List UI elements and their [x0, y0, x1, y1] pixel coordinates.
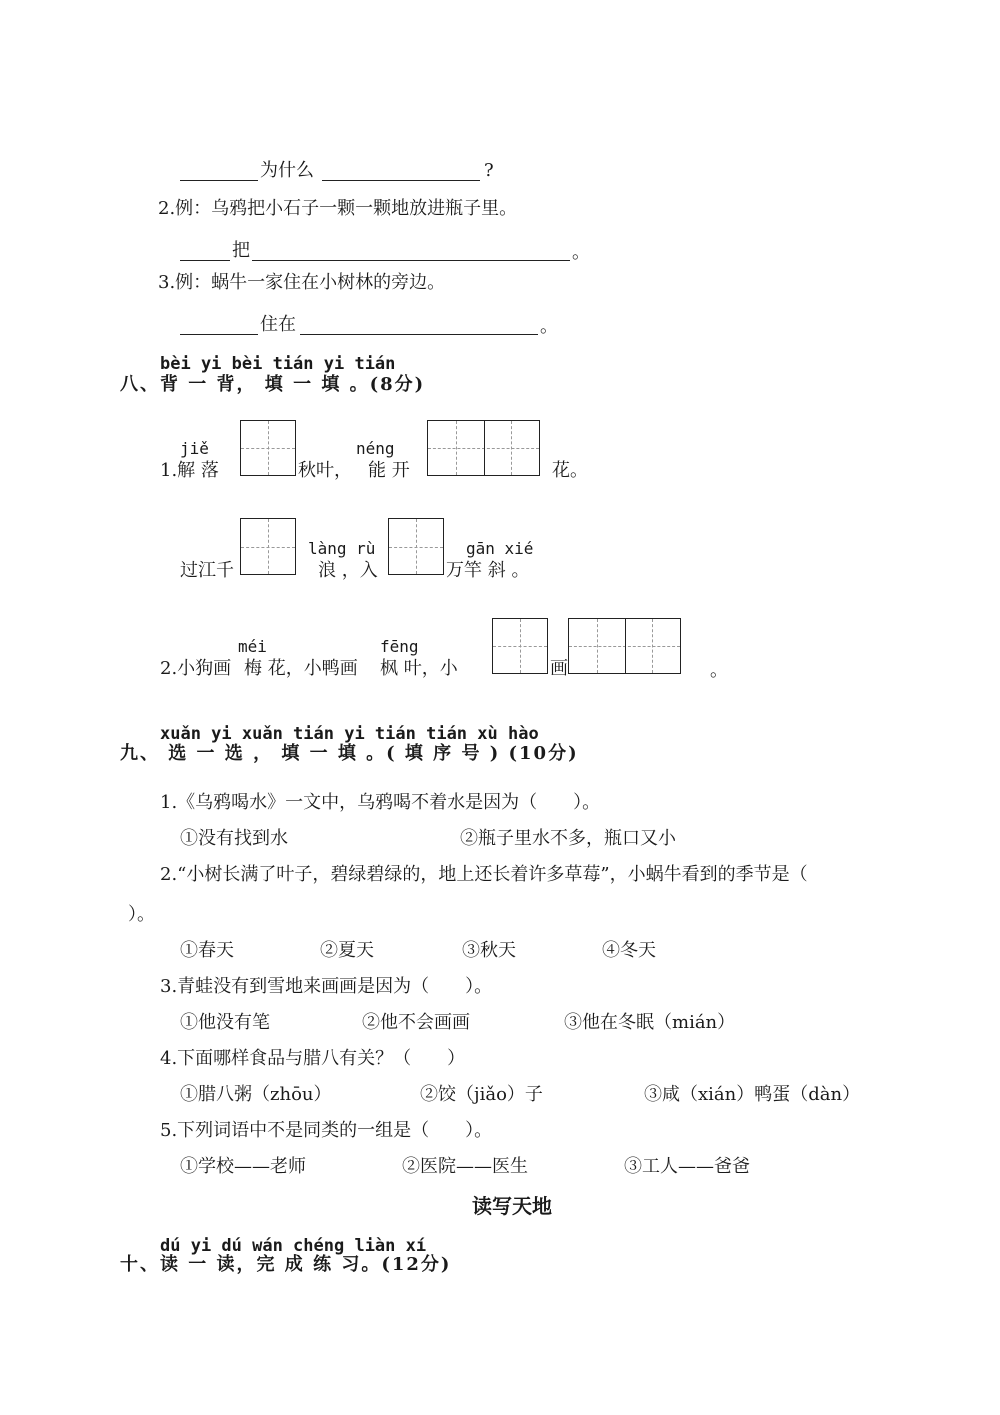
writing-box[interactable]	[388, 518, 444, 575]
q9-4-option: ③咸（xián）鸭蛋（dàn）	[644, 1084, 861, 1105]
blank-line[interactable]	[180, 314, 258, 335]
q8-1b-part1: 过江千	[180, 560, 234, 581]
writing-box[interactable]	[492, 618, 548, 674]
q8-1-part4: 花。	[552, 460, 588, 481]
q8-2-part5: 。	[710, 660, 728, 681]
q9-5-question: 5.下列词语中不是同类的一组是（ ）。	[160, 1120, 493, 1141]
q9-3-option: ①他没有笔	[180, 1012, 270, 1033]
section9-pinyin: xuǎn yi xuǎn tián yi tián tián xù hào	[160, 724, 539, 744]
q9-1-option: ①没有找到水	[180, 828, 288, 849]
q9-4-question: 4.下面哪样食品与腊八有关？（ ）	[160, 1048, 466, 1069]
q8-2-part1: 2.小狗画	[160, 658, 232, 679]
q9-2-question-cont: ）。	[128, 904, 155, 925]
section8-pinyin: bèi yi bèi tián yi tián	[160, 354, 396, 374]
pinyin-feng: fēng	[380, 637, 419, 656]
q9-5-option: ③工人——爸爸	[624, 1156, 750, 1177]
q9-2-question: 2.“小树长满了叶子，碧绿碧绿的，地上还长着许多草莓”，小蜗牛看到的季节是（	[160, 864, 808, 885]
q8-1b-part3: 万竿 斜 。	[446, 560, 530, 581]
q1-why-text: 为什么	[260, 160, 314, 181]
writing-box[interactable]	[240, 420, 296, 476]
writing-box-2char[interactable]	[568, 618, 681, 674]
q9-1-question: 1.《乌鸦喝水》一文中，乌鸦喝不着水是因为（ ）。	[160, 792, 601, 813]
q2-period: 。	[572, 242, 590, 263]
q3-zhuzai-text: 住在	[260, 314, 296, 335]
blank-line[interactable]	[180, 160, 258, 181]
blank-line[interactable]	[180, 240, 230, 261]
pinyin-mei: méi	[238, 637, 267, 656]
section9-heading: 九、 选 一 选 ， 填 一 填 。( 填 序 号 ) (10分)	[120, 743, 579, 764]
blank-line[interactable]	[252, 240, 570, 261]
q1-question-mark: ?	[484, 160, 494, 181]
writing-box-2char[interactable]	[427, 420, 540, 476]
pinyin-neng: néng	[356, 439, 395, 458]
blank-line[interactable]	[322, 160, 480, 181]
q8-1-part2: 秋叶，	[298, 460, 352, 481]
q9-2-option: ③秋天	[462, 940, 516, 961]
pinyin-lang-ru: làng rù	[308, 539, 376, 558]
q8-1-part3: 能 开	[368, 460, 410, 481]
q2-example: 2.例：乌鸦把小石子一颗一颗地放进瓶子里。	[158, 198, 518, 219]
blank-line[interactable]	[300, 314, 538, 335]
q9-4-option: ②饺（jiǎo）子	[420, 1084, 543, 1105]
q8-2-part4: 画	[550, 658, 568, 679]
q8-2-part3: 枫 叶，小	[380, 658, 458, 679]
q8-1b-part2: 浪 ，入	[318, 560, 378, 581]
q8-1-part1: 1.解 落	[160, 460, 219, 481]
q9-5-option: ②医院——医生	[402, 1156, 528, 1177]
section10-heading: 十、读 一 读，完 成 练 习。(12分)	[120, 1254, 452, 1275]
section10-pinyin: dú yi dú wán chéng liàn xí	[160, 1236, 427, 1256]
q2-ba-text: 把	[232, 240, 250, 261]
q9-3-option: ②他不会画画	[362, 1012, 470, 1033]
q9-5-option: ①学校——老师	[180, 1156, 306, 1177]
q9-2-option: ①春天	[180, 940, 234, 961]
q9-4-option: ①腊八粥（zhōu）	[180, 1084, 332, 1105]
section8-heading: 八、背 一 背， 填 一 填 。(8分)	[120, 374, 426, 395]
pinyin-jie: jiě	[180, 439, 209, 458]
q9-2-option: ②夏天	[320, 940, 374, 961]
q3-example: 3.例：蜗牛一家住在小树林的旁边。	[158, 272, 446, 293]
pinyin-gan-xie: gān xié	[466, 539, 534, 558]
writing-box[interactable]	[240, 518, 296, 575]
q9-3-question: 3.青蛙没有到雪地来画画是因为（ ）。	[160, 976, 493, 997]
q9-3-option: ③他在冬眠（mián）	[564, 1012, 736, 1033]
q3-period: 。	[540, 316, 558, 337]
section-title: 读写天地	[472, 1194, 552, 1218]
q8-2-part2: 梅 花，小鸭画	[244, 658, 358, 679]
q9-1-option: ②瓶子里水不多，瓶口又小	[460, 828, 676, 849]
q9-2-option: ④冬天	[602, 940, 656, 961]
